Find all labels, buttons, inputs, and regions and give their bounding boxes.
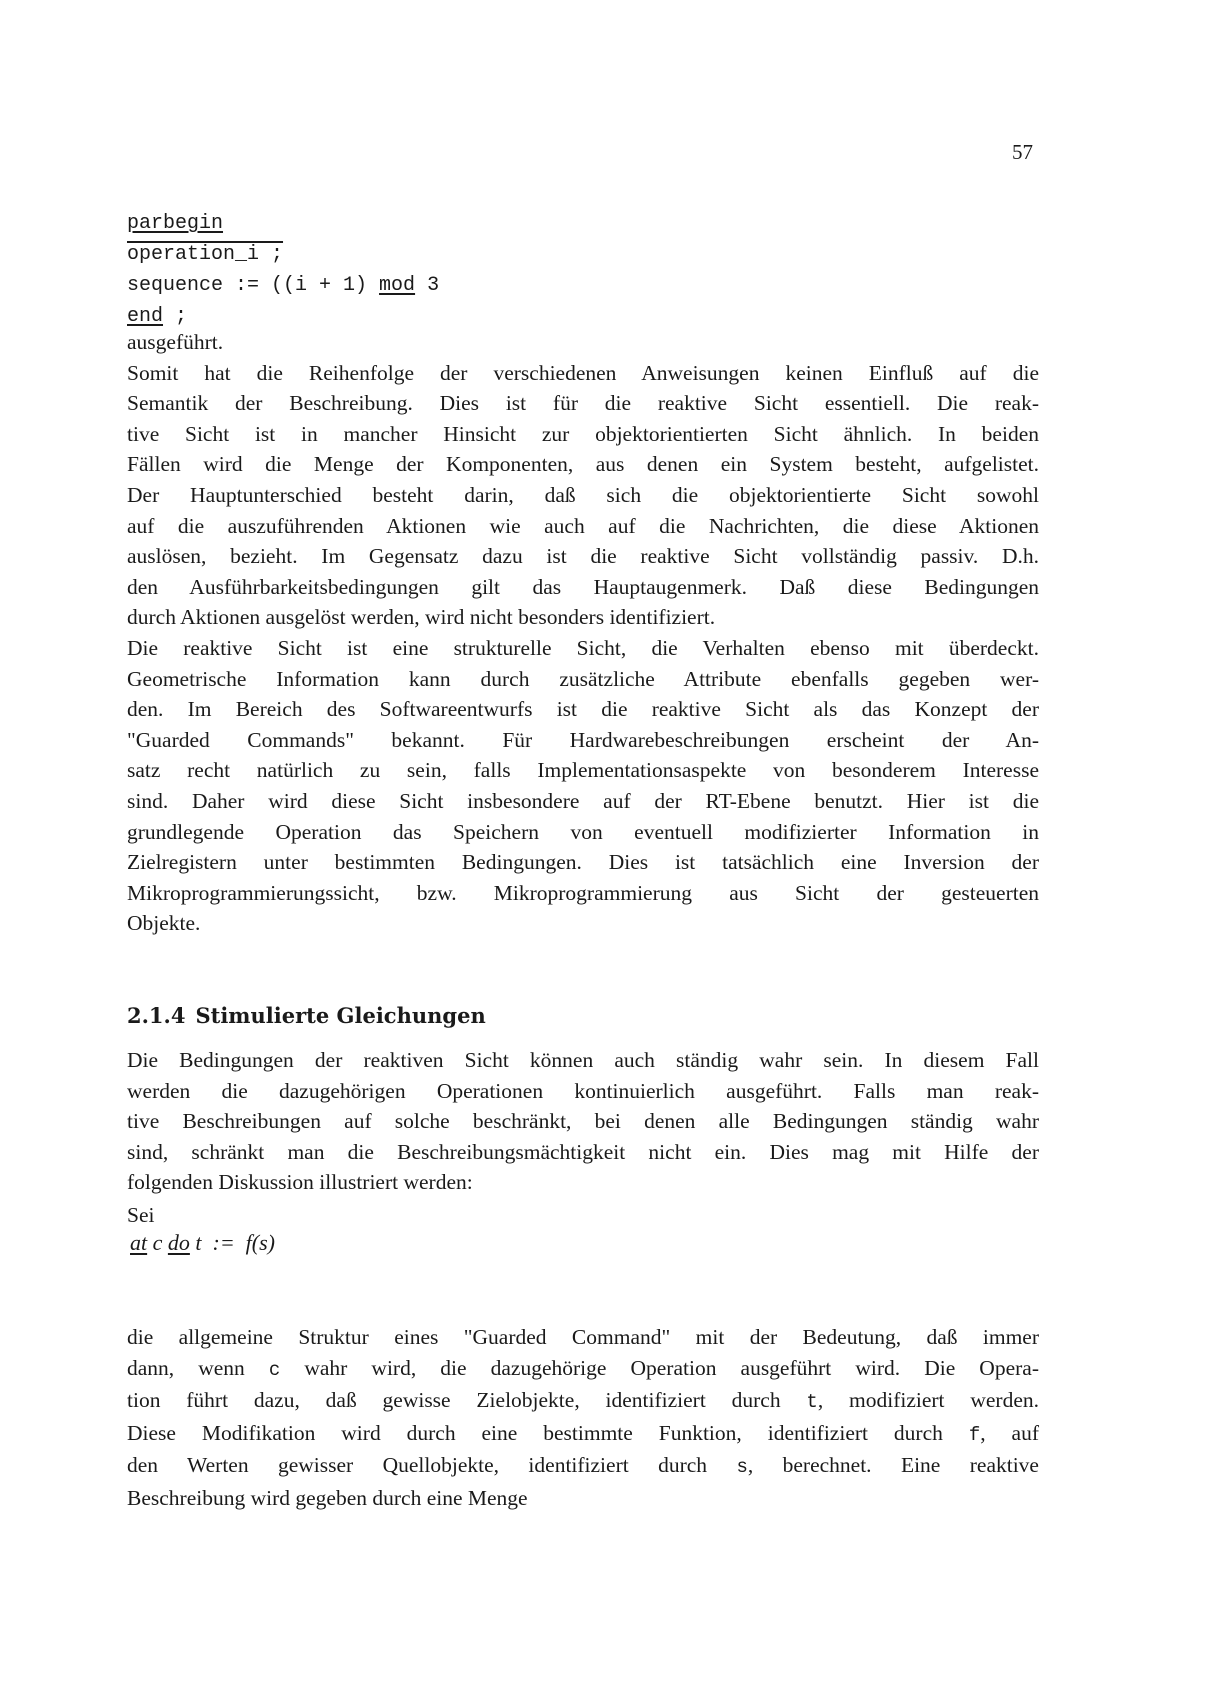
paragraph-conditions bbox=[127, 1045, 1039, 1198]
text-line: Somit hat die Reihenfolge der verschiedenen Anweisungen keinen Einfluß auf die bbox=[127, 360, 1039, 385]
text-fragment: tion führt dazu, daß gewisse Zielobjekte, identifiziert durch bbox=[127, 1388, 807, 1413]
text-fragment: , berechnet. Eine reaktive bbox=[747, 1453, 1039, 1478]
formula-condition: c bbox=[147, 1230, 168, 1255]
text-line: Semantik der Beschreibung. Dies ist für die reaktive Sicht essentiell. Die reak- bbox=[127, 391, 1039, 416]
code-mod-keyword: mod bbox=[379, 274, 416, 297]
text-line: Der Hauptunterschied besteht darin, daß sich die objektorientierte Sicht sowohl bbox=[127, 482, 1039, 507]
section-number: 2.1.4 bbox=[127, 1003, 186, 1028]
text-line bbox=[127, 1450, 1039, 1483]
formula-do-keyword: do bbox=[167, 1230, 190, 1255]
text-line: Die Bedingungen der reaktiven Sicht können auch ständig wahr sein. In diesem Fall bbox=[127, 1048, 1039, 1072]
text-line bbox=[127, 1418, 1039, 1451]
text-line: sind. Daher wird diese Sicht insbesondere auf der RT-Ebene benutzt. Hier ist die bbox=[127, 788, 1039, 813]
code-variable: s bbox=[736, 1456, 748, 1479]
text-line: die allgemeine Struktur eines "Guarded Command" mit der Bedeutung, daß immer bbox=[127, 1325, 1039, 1349]
text-line: den. Im Bereich des Softwareentwurfs ist die reaktive Sicht als das Konzept der bbox=[127, 697, 1039, 722]
paragraph-guarded-command bbox=[127, 1322, 1039, 1514]
text-line: Sei bbox=[127, 1203, 155, 1227]
code-operation-text: operation_i ; bbox=[127, 243, 284, 266]
code-block bbox=[127, 208, 439, 332]
text-fragment: , auf bbox=[980, 1420, 1039, 1445]
page-number: 57 bbox=[1012, 140, 1033, 164]
text-fragment: den Werten gewisser Quellobjekte, identifiziert durch bbox=[127, 1453, 737, 1478]
text-line: sind, schränkt man die Beschreibungsmächtigkeit nicht ein. Dies mag mit Hilfe der bbox=[127, 1139, 1039, 1164]
text-line: grundlegende Operation das Speichern von eventuell modifizierter Information in bbox=[127, 819, 1039, 844]
text-line: tive Beschreibungen auf solche beschränkt, bei denen alle Bedingungen ständig wahr bbox=[127, 1109, 1039, 1134]
text-line: Fällen wird die Menge der Komponenten, aus denen ein System besteht, aufgelistet. bbox=[127, 452, 1039, 477]
text-line: Geometrische Information kann durch zusätzliche Attribute ebenfalls gegeben wer- bbox=[127, 666, 1039, 691]
section-heading bbox=[127, 1003, 496, 1028]
text-line: den Ausführbarkeitsbedingungen gilt das Hauptaugenmerk. Daß diese Bedingungen bbox=[127, 574, 1039, 599]
code-line-sequence bbox=[127, 270, 439, 301]
sei-label bbox=[127, 1200, 1039, 1231]
paragraph-reactive-view bbox=[127, 327, 1039, 939]
code-end-semicolon: ; bbox=[163, 305, 188, 328]
text-fragment: Diese Modifikation wird durch eine bestimmte Funktion, identifiziert durch bbox=[127, 1420, 969, 1445]
code-end-keyword: end bbox=[127, 305, 164, 328]
code-variable: c bbox=[268, 1358, 281, 1381]
code-variable: f bbox=[968, 1423, 981, 1446]
text-line: ausgeführt. bbox=[127, 330, 224, 354]
text-line: durch Aktionen ausgelöst werden, wird nicht besonders identifiziert. bbox=[127, 605, 716, 630]
text-line: Mikroprogrammierungssicht, bzw. Mikroprogrammierung aus Sicht der gesteuerten bbox=[127, 880, 1039, 905]
guarded-command-formula bbox=[130, 1230, 275, 1256]
text-line: Die reaktive Sicht ist eine strukturelle Sicht, die Verhalten ebenso mit überdeckt. bbox=[127, 635, 1039, 660]
text-line: folgenden Diskussion illustriert werden: bbox=[127, 1170, 473, 1195]
section-title: Stimulierte Gleichungen bbox=[195, 1003, 486, 1028]
code-line-parbegin: parbegin bbox=[127, 212, 224, 235]
text-line bbox=[127, 1385, 1039, 1418]
text-line: auslösen, bezieht. Im Gegensatz dazu ist die reaktive Sicht vollständig passiv. D.h. bbox=[127, 544, 1039, 569]
code-sequence-text: sequence := ((i + 1) bbox=[127, 274, 380, 297]
text-line: tive Sicht ist in mancher Hinsicht zur objektorientierten Sicht ähnlich. In beiden bbox=[127, 421, 1039, 446]
text-line bbox=[127, 1353, 1039, 1386]
code-sequence-end: 3 bbox=[415, 274, 440, 297]
formula-assignment: t := f(s) bbox=[189, 1230, 276, 1255]
text-line: "Guarded Commands" bekannt. Für Hardwarebeschreibungen erscheint der An- bbox=[127, 727, 1039, 752]
text-line: Beschreibung wird gegeben durch eine Menge bbox=[127, 1485, 528, 1510]
text-line: satz recht natürlich zu sein, falls Implementationsaspekte von besonderem Interesse bbox=[127, 758, 1039, 783]
text-fragment: dann, wenn bbox=[127, 1355, 269, 1380]
formula-at-keyword: at bbox=[130, 1230, 148, 1255]
text-fragment: , modifiziert werden. bbox=[817, 1388, 1039, 1413]
text-line: Objekte. bbox=[127, 911, 201, 936]
text-line: Zielregistern unter bestimmten Bedingungen. Dies ist tatsächlich eine Inversion der bbox=[127, 850, 1039, 875]
code-variable: t bbox=[806, 1391, 818, 1414]
code-line-operation bbox=[127, 239, 439, 270]
text-fragment: wahr wird, die dazugehörige Operation ausgeführt wird. Die Opera- bbox=[280, 1355, 1039, 1380]
text-line: werden die dazugehörigen Operationen kontinuierlich ausgeführt. Falls man reak- bbox=[127, 1078, 1039, 1103]
text-line: auf die auszuführenden Aktionen wie auch auf die Nachrichten, die diese Aktionen bbox=[127, 513, 1039, 538]
